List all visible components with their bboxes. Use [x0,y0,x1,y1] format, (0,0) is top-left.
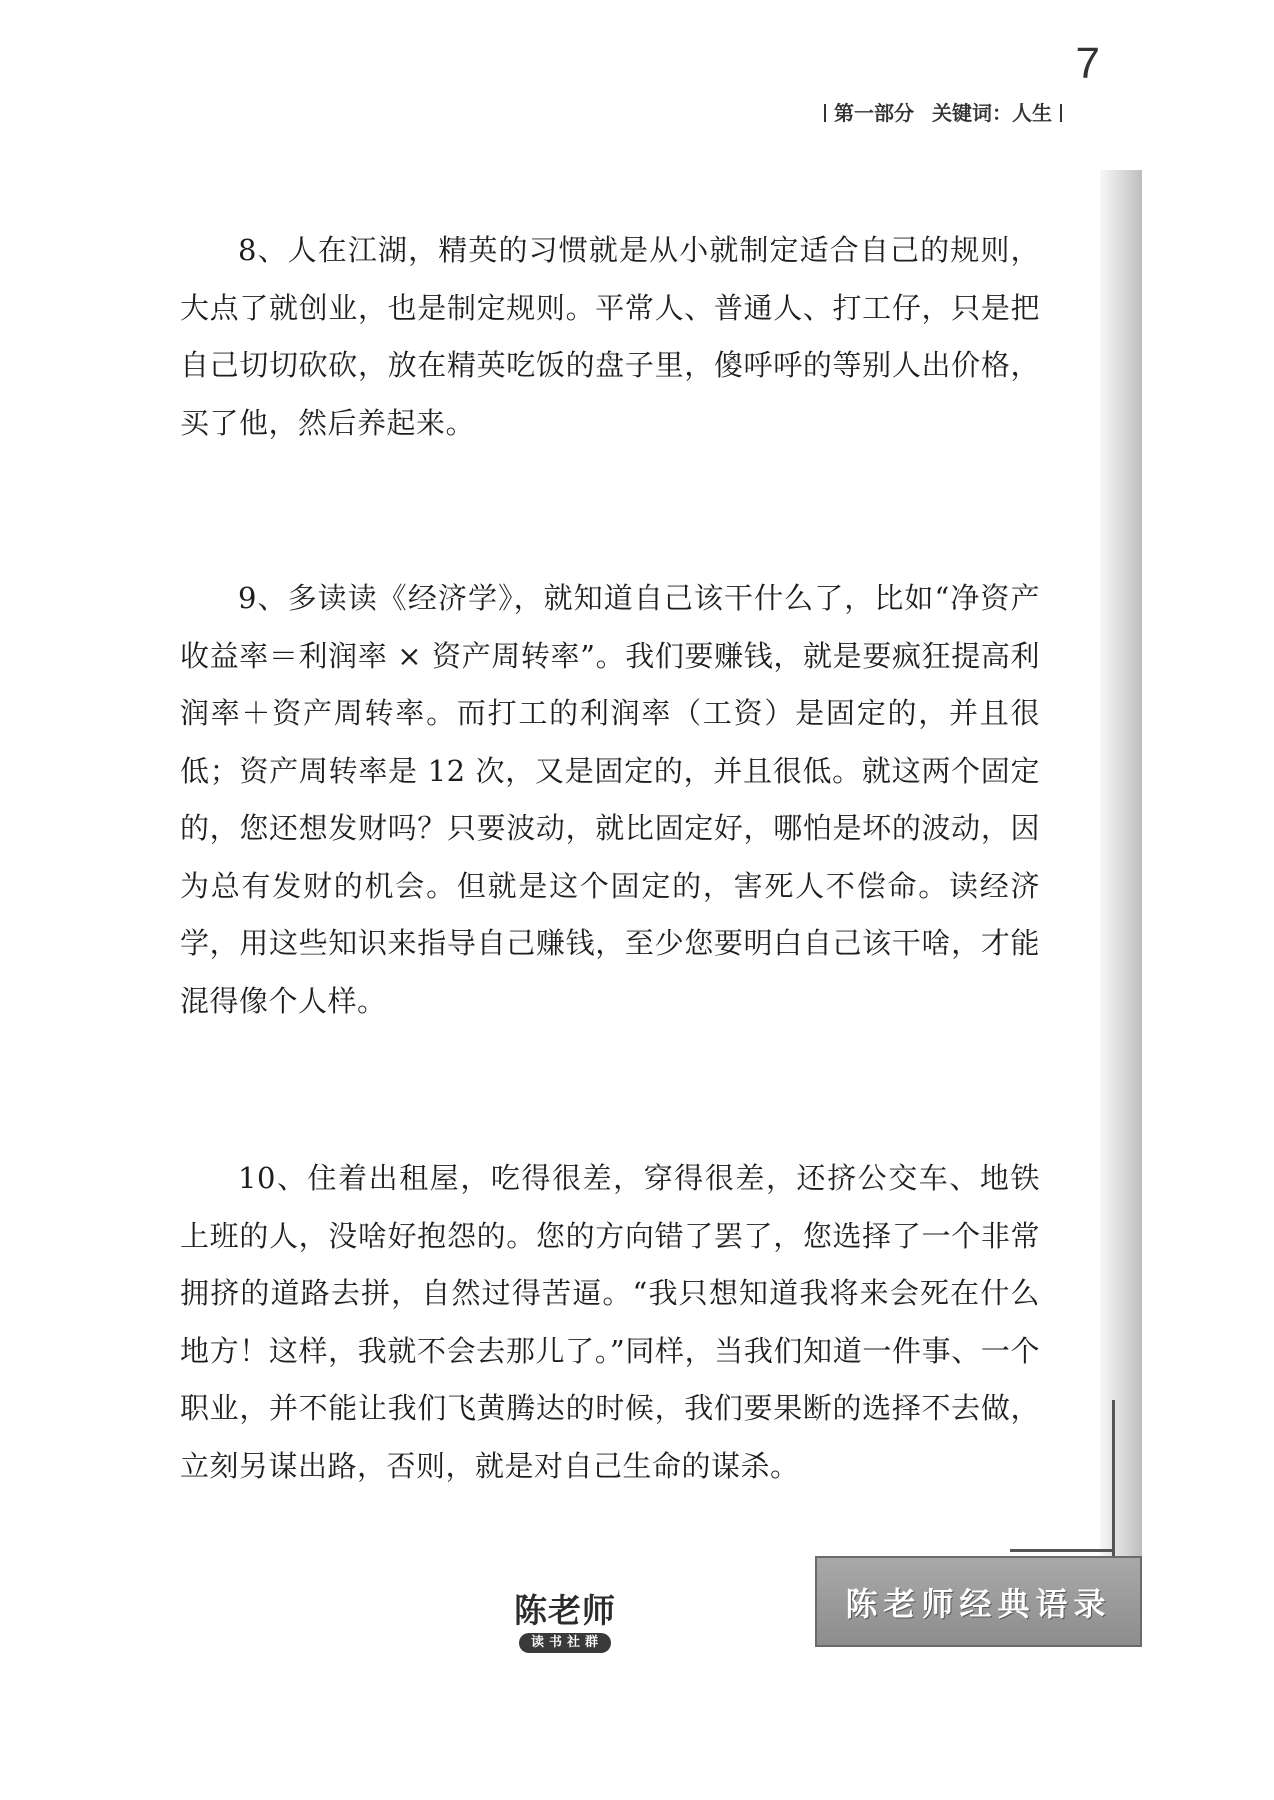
paragraph-10: 10、住着出租屋，吃得很差，穿得很差，还挤公交车、地铁上班的人，没啥好抱怨的。您的方向错了罢了，您选择了一个非常拥挤的道路去拼，自然过得苦逼。“我只想知道我将来会死在什么地方！这样，我就不会去那儿了。”同样，当我们知道一件事、一个职业，并不能让我们飞黄腾达的时候，我们要果断的选择不去做，立刻另谋出路，否则，就是对自己生命的谋杀。 [180,1161,1040,1483]
running-head-divider [824,104,826,122]
running-head-divider [1060,104,1062,122]
logo-main-text: 陈老师 [514,1591,616,1630]
page-number: 7 [1075,39,1100,88]
book-title: 陈老师经典语录 [845,1584,1112,1623]
logo-sub-badge: 读书社群 [519,1633,611,1653]
decor-rule [1010,1549,1115,1552]
running-head-keyword: 关键词：人生 [932,101,1052,125]
running-head [760,100,1070,126]
page-body [180,222,1040,1495]
book-title-plate [815,1556,1142,1647]
paragraph-8: 8、人在江湖，精英的习惯就是从小就制定适合自己的规则，大点了就创业，也是制定规则。平常人、普通人、打工仔，只是把自己切切砍砍，放在精英吃饭的盘子里，傻呼呼的等别人出价格，买了他，然后养起来。 [180,233,1040,440]
publisher-logo [505,1593,625,1653]
running-head-part: 第一部分 [834,101,914,125]
side-decor-band [1100,170,1142,1565]
paragraph-9: 9、多读读《经济学》，就知道自己该干什么了，比如“净资产收益率＝利润率 × 资产周转率”。我们要赚钱，就是要疯狂提高利润率＋资产周转率。而打工的利润率（工资）是固定的，并且很低；资产周转率是 12 次，又是固定的，并且很低。就这两个固定的，您还想发财吗？只要波动，就比固定好，哪怕是坏的波动，因为总有发财的机会。但就是这个固定的，害死人不偿命。读经济学，用这些知识来指导自己赚钱，至少您要明白自己该干啥，才能混得像个人样。 [180,581,1040,1018]
